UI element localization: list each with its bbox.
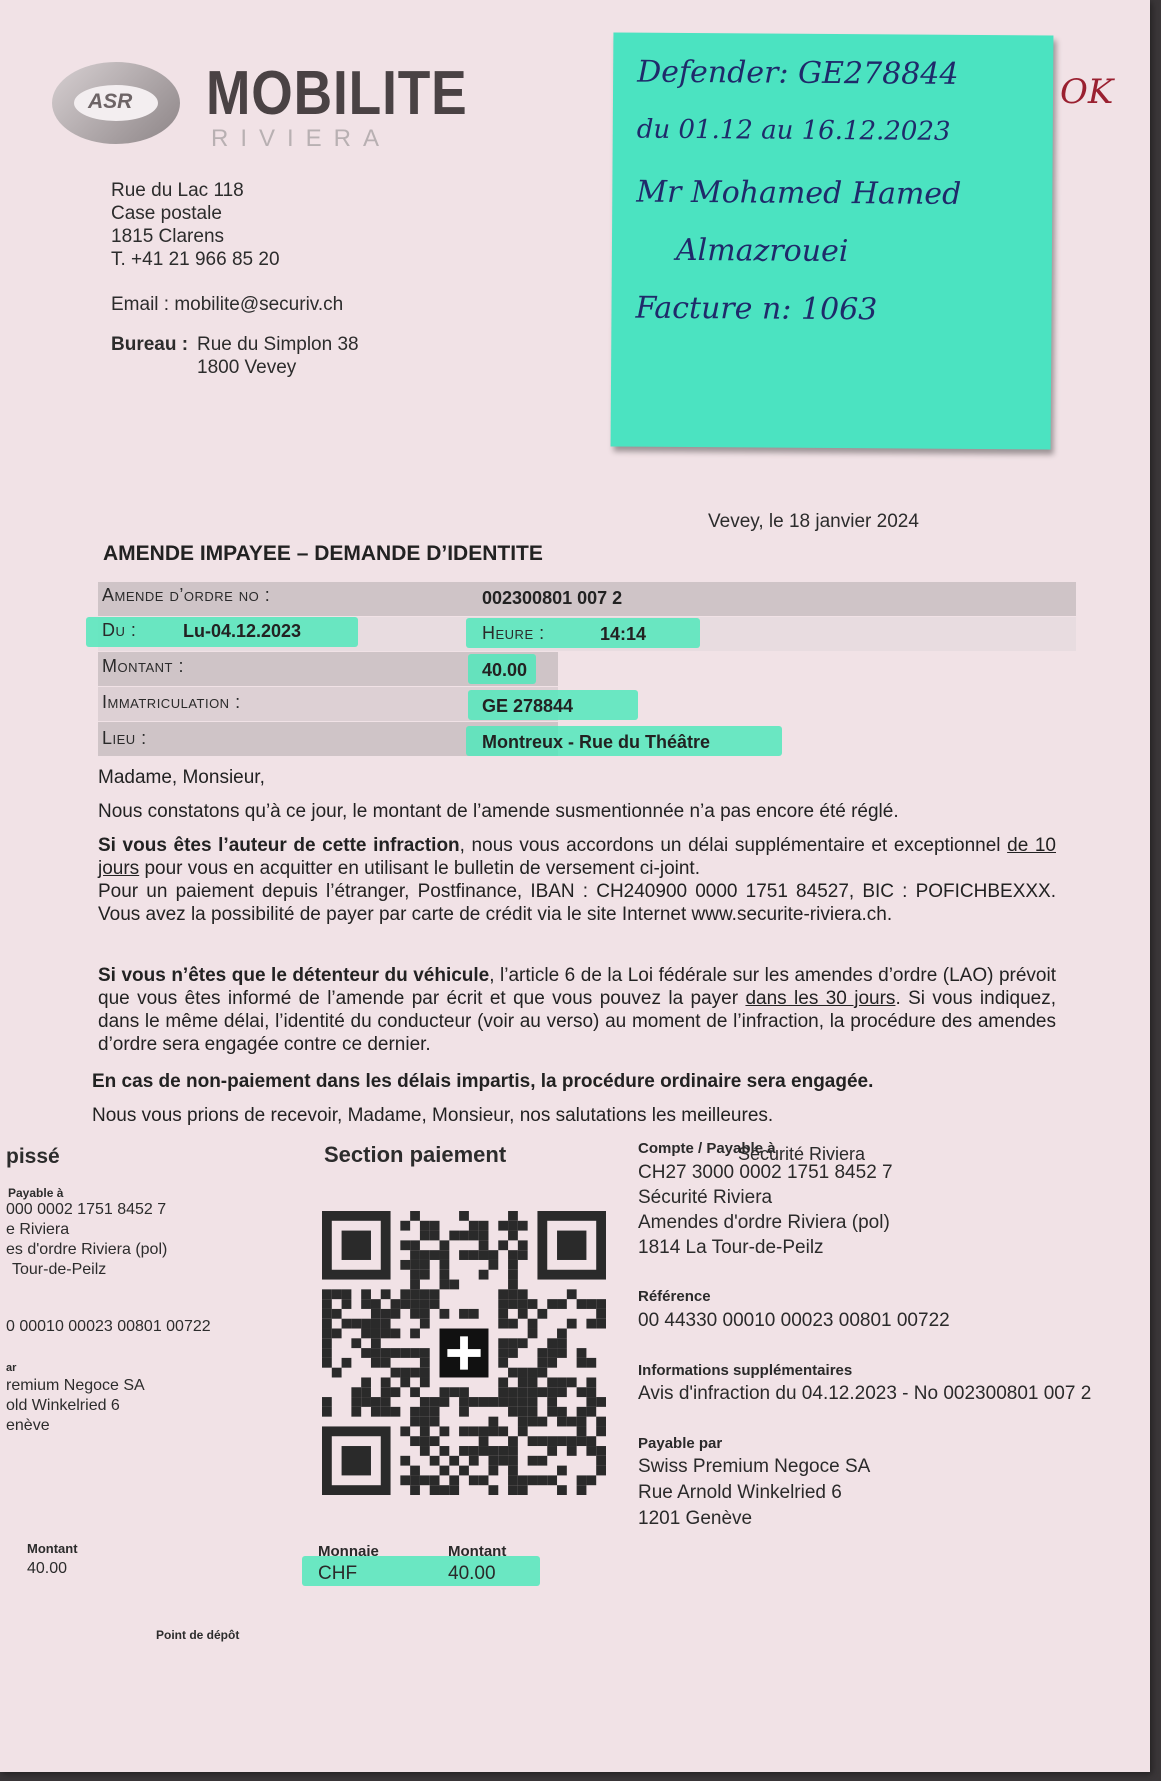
amount-value: 40.00 [448,1563,496,1584]
info-label: Informations supplémentaires [638,1362,853,1379]
currency-value: CHF [318,1563,358,1584]
paragraph-3-underline: dans les 30 jours [745,988,896,1009]
lieu-value: Montreux - Rue du Théâtre [482,732,711,752]
amount-label: Montant [448,1543,507,1560]
receipt-payable-label: Payable à [8,1186,64,1200]
payer-line-1: Swiss Premium Negoce SA [638,1456,871,1477]
logo-title: MOBILITE [206,59,468,128]
order-label: Amende d’ordre no : [102,585,271,605]
account-line-2: Sécurité Riviera [638,1187,773,1208]
receipt-par-label: ar [6,1362,17,1374]
account-line-3: Amendes d'ordre Riviera (pol) [638,1212,890,1233]
payer-line-3: 1201 Genève [638,1508,753,1529]
montant-label: Montant : [102,656,184,676]
receipt-par-line-1: remium Negoce SA [6,1377,145,1394]
note-line-4: Almazrouei [675,232,849,270]
receipt-par-line-3: enève [6,1417,50,1434]
ok-mark: OK [1060,72,1114,112]
letter-date: Vevey, le 18 janvier 2024 [708,511,919,532]
currency-label: Monnaie [318,1543,379,1560]
payment-section-title: Section paiement [324,1142,507,1167]
bureau-line-2: 1800 Vevey [197,357,297,378]
logo-asr: ASR [88,90,133,113]
note-line-3: Mr Mohamed Hamed [636,174,962,212]
receipt-montant-value: 40.00 [27,1560,68,1577]
paragraph-2-underline: de 10 jours [98,835,1056,879]
heure-label: Heure : [482,623,545,643]
immat-label: Immatriculation : [102,692,241,712]
note-line-2: du 01.12 au 16.12.2023 [636,114,951,147]
receipt-line-1: 000 0002 1751 8452 7 [6,1201,167,1218]
receipt-montant-label: Montant [27,1541,78,1556]
address-line-1: Rue du Lac 118 [111,180,244,201]
address-line-2: Case postale [111,203,222,224]
address-line-3: 1815 Clarens [111,226,225,247]
receipt-reference: 0 00010 00023 00801 00722 [6,1318,211,1335]
heure-value: 14:14 [600,624,647,644]
paragraph-2-a: , nous vous accordons un délai supplémentaire et exceptionnel [459,835,1008,856]
receipt-line-2: e Riviera [6,1221,70,1238]
info-value: Avis d'infraction du 04.12.2023 - No 002300801 007 2 [638,1383,1092,1404]
letter-title: AMENDE IMPAYEE – DEMANDE D’IDENTITE [103,542,543,565]
paragraph-3 [98,964,1056,1056]
montant-value: 40.00 [482,660,528,680]
receipt-line-3: es d'ordre Riviera (pol) [6,1241,168,1258]
qr-code [322,1208,606,1498]
lieu-label: Lieu : [102,728,147,748]
receipt-title: pissé [6,1145,60,1168]
order-value: 002300801 007 2 [482,588,623,608]
note-line-5: Facture n: 1063 [635,290,878,328]
account-overprint: Sécurité Riviera [738,1144,866,1164]
immat-value: GE 278844 [482,696,574,716]
logo-subtitle: RIVIERA [211,125,392,152]
paragraph-5: Nous vous prions de recevoir, Madame, Monsieur, nos salutations les meilleures. [92,1105,774,1126]
du-label: Du : [102,620,137,640]
bureau-label: Bureau : [111,334,189,355]
note-line-1: Defender: GE278844 [637,54,959,92]
paragraph-3-bold: Si vous n’êtes que le détenteur du véhicule [98,965,490,986]
account-line-1: CH27 3000 0002 1751 8452 7 [638,1162,893,1183]
address-phone: T. +41 21 966 85 20 [111,249,280,270]
paragraph-2 [98,834,1056,926]
payer-label: Payable par [638,1435,723,1452]
paragraph-1: Nous constatons qu’à ce jour, le montant de l’amende susmentionnée n’a pas encore été réglé. [98,801,899,822]
receipt-line-4: Tour-de-Peilz [12,1261,107,1278]
paragraph-2-c: Pour un paiement depuis l’étranger, Postfinance, IBAN : CH240900 0000 1751 84527, BIC : POFICHBEXXX. Vous avez la possibilité de payer par carte de crédit via le site Internet www.securite-riviera.ch. [98,881,1056,925]
du-value: Lu-04.12.2023 [183,621,302,641]
reference-value: 00 44330 00010 00023 00801 00722 [638,1310,950,1331]
account-label: Compte / Payable à [638,1140,776,1157]
paragraph-3-a: , l’article 6 de la Loi fédérale sur les amendes d’ordre (LAO) prévoit que vous êtes informé de l’amende par écrit et que vous pouvez la payer [98,965,1056,1009]
paragraph-2-bold: Si vous êtes l’auteur de cette infraction [98,835,460,856]
sticky-note [611,32,1054,449]
address-email: Email : mobilite@securiv.ch [111,294,344,315]
paragraph-2-b: pour vous en acquitter en utilisant le bulletin de versement ci-joint. [139,858,700,879]
payer-line-2: Rue Arnold Winkelried 6 [638,1482,842,1503]
bureau-line-1: Rue du Simplon 38 [197,334,359,355]
paragraph-4: En cas de non-paiement dans les délais impartis, la procédure ordinaire sera engagée. [92,1071,874,1092]
account-line-4: 1814 La Tour-de-Peilz [638,1237,824,1258]
paragraph-3-b: . Si vous indiquez, dans le même délai, l’identité du conducteur (voir au verso) au moment de l’infraction, la procédure des amendes d’ordre sera engagée contre ce dernier. [98,988,1056,1055]
receipt-depot: Point de dépôt [156,1628,240,1642]
salutation: Madame, Monsieur, [98,767,265,788]
receipt-par-line-2: old Winkelried 6 [6,1397,120,1414]
reference-label: Référence [638,1288,711,1305]
